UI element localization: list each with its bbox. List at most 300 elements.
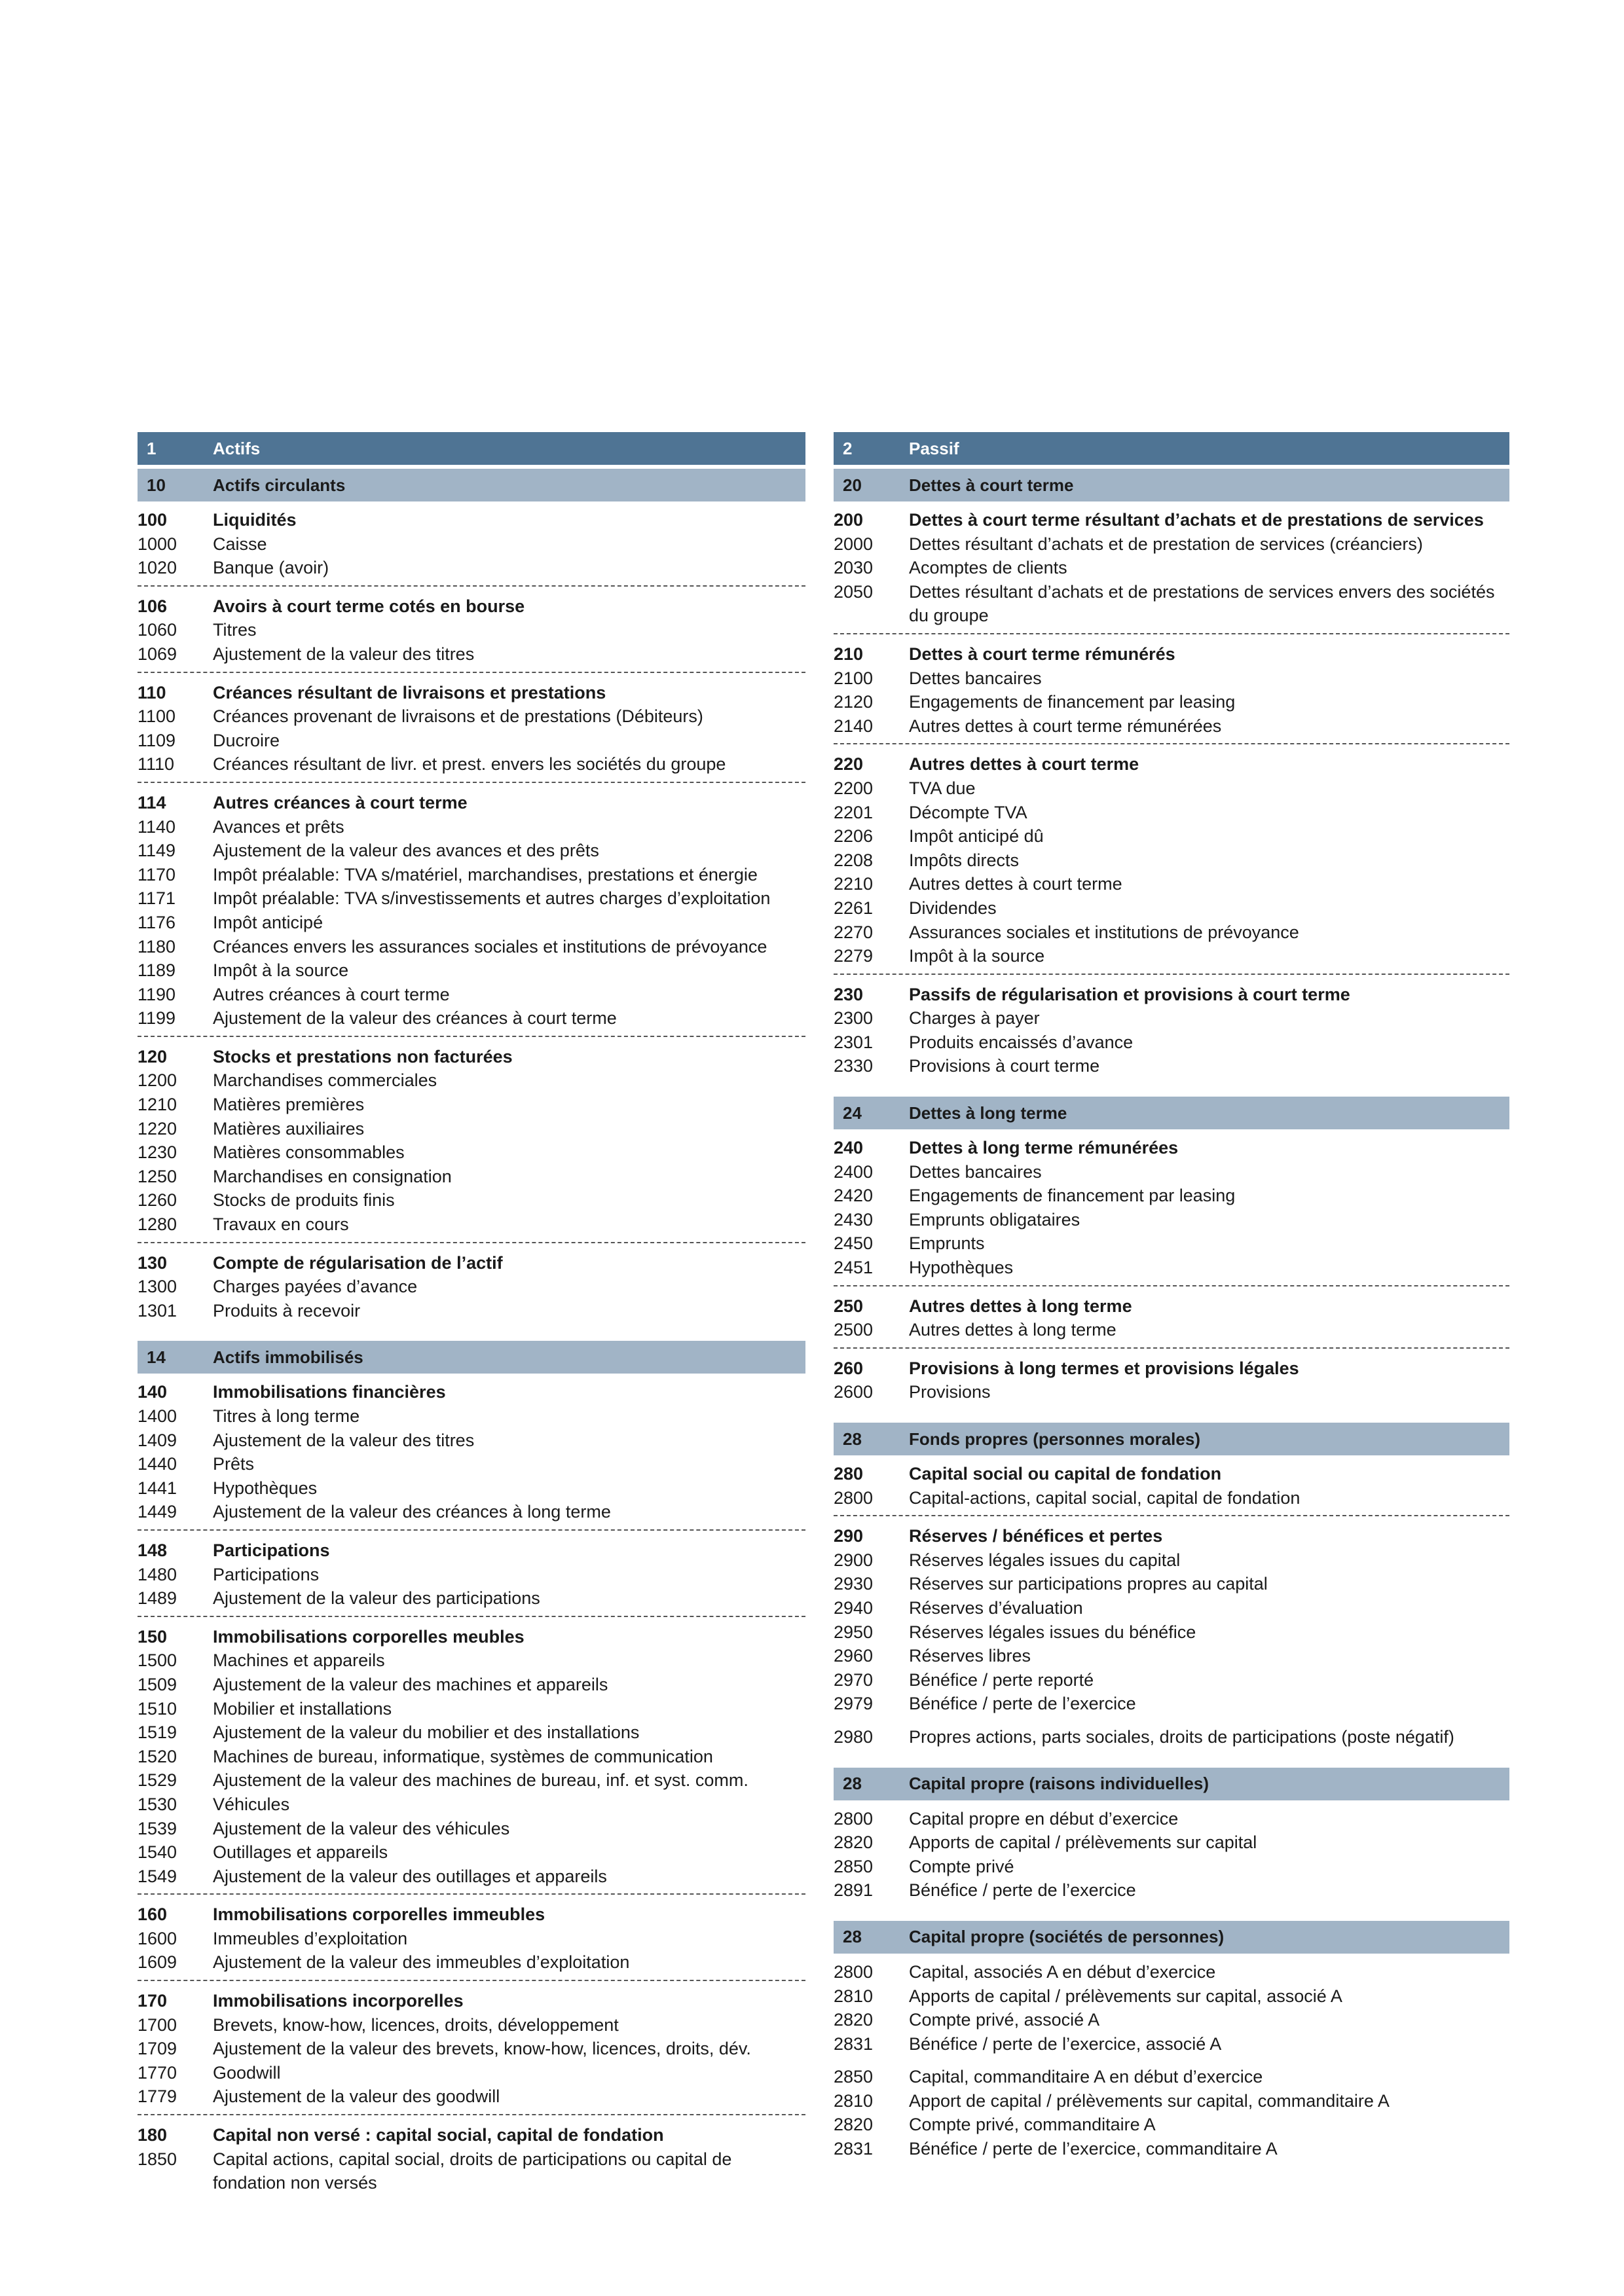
account-row	[138, 1586, 805, 1611]
account-label: Machines de bureau, informatique, systèmes de communication	[213, 1746, 713, 1766]
account-row	[834, 1160, 1509, 1184]
account-number: 2451	[834, 1258, 874, 1278]
account-number: 1509	[138, 1674, 177, 1694]
account-number: 2120	[834, 692, 874, 712]
account-label: Liquidités	[213, 510, 297, 530]
account-row	[138, 1840, 805, 1865]
account-number: 1480	[138, 1564, 177, 1584]
account-label: Prêts	[213, 1454, 255, 1474]
account-label: Créances provenant de livraisons et de prestations (Débiteurs)	[213, 706, 703, 727]
account-label: Emprunts	[909, 1233, 985, 1254]
account-row	[834, 532, 1509, 556]
account-row	[138, 1117, 805, 1141]
account-group	[834, 1294, 1509, 1349]
account-number: 240	[834, 1138, 864, 1158]
account-label: Réserves libres	[909, 1646, 1031, 1666]
account-number: 1170	[138, 864, 176, 884]
account-group-title	[138, 1045, 805, 1069]
account-label: Autres dettes à long terme	[909, 1296, 1132, 1316]
account-number: 150	[138, 1626, 168, 1647]
account-number: 1400	[138, 1406, 177, 1426]
account-row	[138, 1006, 805, 1030]
account-group-title	[834, 642, 1509, 666]
account-label: Travaux en cours	[213, 1214, 349, 1235]
account-label: Titres	[213, 620, 257, 640]
group-header	[834, 1921, 1509, 1954]
account-row	[138, 1188, 805, 1212]
account-row	[834, 1548, 1509, 1573]
account-label: Charges à payer	[909, 1008, 1040, 1029]
account-number: 1210	[138, 1095, 177, 1115]
account-label: Charges payées d’avance	[213, 1277, 418, 1297]
account-label: Capital, associés A en début d’exercice	[909, 1961, 1216, 1982]
account-number: 2600	[834, 1382, 874, 1402]
account-row	[834, 1855, 1509, 1879]
account-row	[834, 580, 1509, 628]
account-row	[138, 618, 805, 642]
account-group-title	[834, 508, 1509, 532]
account-row	[834, 556, 1509, 580]
account-label: Provisions	[909, 1382, 991, 1402]
account-label: Véhicules	[213, 1794, 290, 1814]
account-label: Impôt anticipé	[213, 912, 323, 932]
account-row	[138, 642, 805, 666]
account-row	[834, 1596, 1509, 1620]
account-number: 1709	[138, 2039, 177, 2059]
account-row	[834, 2065, 1509, 2089]
header-code: 28	[843, 1774, 862, 1794]
account-row	[834, 872, 1509, 896]
account-row	[834, 1572, 1509, 1596]
account-group-title	[834, 1357, 1509, 1381]
account-number: 2850	[834, 1856, 874, 1876]
account-row	[138, 839, 805, 863]
account-number: 1500	[138, 1650, 177, 1671]
account-group-title	[138, 1251, 805, 1275]
account-label: Goodwill	[213, 2062, 281, 2083]
account-group-title	[138, 1625, 805, 1649]
account-number: 170	[138, 1991, 168, 2011]
account-row	[138, 1165, 805, 1189]
account-label: Engagements de financement par leasing	[909, 692, 1236, 712]
account-row	[834, 1380, 1509, 1404]
account-number: 2900	[834, 1550, 874, 1570]
account-group	[834, 1462, 1509, 1516]
account-label: TVA due	[909, 778, 976, 798]
account-number: 1539	[138, 1818, 177, 1838]
account-row	[834, 1231, 1509, 1256]
account-number: 2820	[834, 2010, 874, 2030]
account-label: Ajustement de la valeur des titres	[213, 644, 475, 664]
account-row	[138, 1140, 805, 1165]
account-group-title	[834, 1136, 1509, 1160]
account-number: 2831	[834, 2033, 874, 2054]
account-group	[834, 1960, 1509, 2161]
account-group-title	[138, 681, 805, 705]
account-label: Impôt à la source	[213, 960, 349, 981]
account-row	[138, 911, 805, 935]
account-row	[138, 1500, 805, 1524]
account-row	[138, 1476, 805, 1501]
account-row	[834, 1318, 1509, 1342]
account-label: Provisions à long termes et provisions légales	[909, 1358, 1299, 1378]
account-label: Matières premières	[213, 1095, 365, 1115]
account-row	[138, 1093, 805, 1117]
account-number: 1000	[138, 534, 177, 554]
account-number: 1190	[138, 984, 176, 1004]
account-label: Ajustement de la valeur des créances à court terme	[213, 1008, 617, 1029]
header-label: Actifs immobilisés	[213, 1347, 363, 1367]
account-number: 2140	[834, 716, 874, 736]
account-label: Immobilisations corporelles immeubles	[213, 1904, 545, 1925]
account-row	[138, 815, 805, 839]
account-number: 2891	[834, 1880, 874, 1901]
account-row	[834, 2008, 1509, 2032]
header-label: Dettes à long terme	[909, 1102, 1067, 1123]
account-row	[138, 1817, 805, 1841]
account-row	[138, 863, 805, 887]
account-number: 2301	[834, 1032, 874, 1052]
account-number: 130	[138, 1252, 168, 1273]
account-label: Dettes à court terme rémunérés	[909, 644, 1175, 664]
account-group	[138, 1380, 805, 1531]
account-label: Capital-actions, capital social, capital de fondation	[909, 1487, 1301, 1508]
account-label: Ducroire	[213, 730, 280, 750]
account-number: 1409	[138, 1430, 177, 1450]
account-label: Passifs de régularisation et provisions à court terme	[909, 984, 1350, 1004]
account-row	[834, 1256, 1509, 1280]
account-label: Autres dettes à court terme	[909, 874, 1122, 894]
account-label: Ajustement de la valeur des avances et des prêts	[213, 841, 599, 861]
account-label: Autres créances à court terme	[213, 792, 468, 812]
account-number: 2050	[834, 581, 874, 602]
account-row	[834, 1030, 1509, 1055]
account-row	[834, 1668, 1509, 1692]
account-row	[138, 1950, 805, 1975]
account-row	[138, 1404, 805, 1429]
account-label: Immobilisations incorporelles	[213, 1991, 464, 2011]
header-code: 10	[147, 475, 166, 495]
account-row	[834, 848, 1509, 873]
account-number: 2810	[834, 2090, 874, 2111]
account-number: 2430	[834, 1209, 874, 1230]
account-row	[138, 1068, 805, 1093]
account-label: Réserves légales issues du bénéfice	[909, 1622, 1196, 1642]
account-row	[138, 1563, 805, 1587]
account-number: 180	[138, 2125, 168, 2145]
account-label: Ajustement de la valeur des titres	[213, 1430, 475, 1450]
account-group-title	[138, 791, 805, 815]
account-row	[834, 2113, 1509, 2137]
account-label: Stocks et prestations non facturées	[213, 1046, 513, 1066]
account-row	[834, 714, 1509, 738]
account-number: 2820	[834, 1832, 874, 1853]
account-number: 1770	[138, 2062, 177, 2083]
account-group-title	[138, 1903, 805, 1927]
account-group	[138, 791, 805, 1037]
account-number: 120	[138, 1046, 168, 1066]
account-number: 2420	[834, 1186, 874, 1206]
account-number: 200	[834, 510, 864, 530]
account-label: Dettes à court terme résultant d’achats et de prestations de services	[909, 510, 1484, 530]
account-number: 100	[138, 510, 168, 530]
account-group	[138, 1903, 805, 1981]
account-row	[834, 1620, 1509, 1645]
account-label: Outillages et appareils	[213, 1842, 388, 1863]
account-label: Propres actions, parts sociales, droits de participations (poste négatif)	[909, 1726, 1454, 1747]
account-group	[834, 1807, 1509, 1903]
account-row	[138, 1673, 805, 1697]
account-number: 2300	[834, 1008, 874, 1029]
account-label: Réserves sur participations propres au capital	[909, 1574, 1268, 1594]
account-row	[138, 2061, 805, 2085]
account-row	[138, 2013, 805, 2037]
group-header	[138, 469, 805, 501]
account-label: Matières auxiliaires	[213, 1118, 365, 1139]
account-label: Ajustement de la valeur des créances à long terme	[213, 1502, 611, 1522]
account-group	[138, 2123, 805, 2195]
account-number: 2800	[834, 1961, 874, 1982]
account-group	[138, 681, 805, 783]
account-group	[834, 508, 1509, 634]
account-number: 1489	[138, 1588, 177, 1609]
account-label: Dettes résultant d’achats et de prestations de services envers des sociétés du groupe	[909, 581, 1495, 626]
account-row	[138, 532, 805, 556]
account-label: Ajustement de la valeur du mobilier et des installations	[213, 1722, 640, 1743]
account-number: 1230	[138, 1142, 177, 1163]
account-label: Participations	[213, 1540, 330, 1560]
account-label: Impôt préalable: TVA s/investissements et autres charges d’exploitation	[213, 888, 771, 909]
account-number: 140	[138, 1382, 168, 1402]
account-number: 2960	[834, 1646, 874, 1666]
account-number: 1441	[138, 1478, 177, 1498]
account-row	[138, 1721, 805, 1745]
account-number: 1600	[138, 1928, 177, 1948]
account-label: Ajustement de la valeur des véhicules	[213, 1818, 510, 1838]
account-number: 114	[138, 792, 166, 812]
account-label: Mobilier et installations	[213, 1698, 392, 1719]
account-number: 1149	[138, 841, 176, 861]
account-group-title	[138, 508, 805, 532]
account-label: Créances envers les assurances sociales et institutions de prévoyance	[213, 936, 767, 957]
account-number: 1609	[138, 1952, 177, 1973]
account-number: 210	[834, 644, 864, 664]
account-row	[138, 1793, 805, 1817]
account-number: 1510	[138, 1698, 177, 1719]
account-row	[138, 1768, 805, 1793]
account-number: 1540	[138, 1842, 177, 1863]
account-group	[138, 1989, 805, 2115]
account-label: Impôts directs	[909, 850, 1020, 870]
account-label: Dettes à long terme rémunérées	[909, 1138, 1179, 1158]
account-number: 2800	[834, 1808, 874, 1829]
account-row	[834, 1878, 1509, 1903]
account-number: 2206	[834, 826, 874, 847]
account-label: Assurances sociales et institutions de prévoyance	[909, 922, 1299, 942]
account-number: 2270	[834, 922, 874, 942]
account-number: 2210	[834, 874, 874, 894]
account-label: Impôt anticipé dû	[909, 826, 1044, 847]
account-label: Dettes bancaires	[909, 668, 1042, 688]
account-label: Avances et prêts	[213, 816, 344, 837]
account-label: Banque (avoir)	[213, 558, 329, 578]
group-header	[834, 469, 1509, 501]
account-label: Compte privé, commanditaire A	[909, 2115, 1156, 2135]
account-number: 2950	[834, 1622, 874, 1642]
account-row	[138, 1745, 805, 1769]
account-group	[138, 1625, 805, 1895]
account-row	[834, 2089, 1509, 2113]
account-row	[138, 983, 805, 1007]
account-group	[834, 752, 1509, 974]
account-label: Provisions à court terme	[909, 1056, 1100, 1076]
account-number: 1171	[138, 888, 176, 909]
account-number: 2850	[834, 2067, 874, 2087]
account-number: 1300	[138, 1277, 177, 1297]
account-group-title	[138, 594, 805, 619]
account-number: 290	[834, 1526, 864, 1546]
group-header	[834, 1423, 1509, 1455]
header-label: Dettes à court terme	[909, 475, 1074, 495]
header-code: 14	[147, 1347, 166, 1367]
account-row	[138, 556, 805, 580]
account-row	[138, 1212, 805, 1237]
account-label: Immeubles d’exploitation	[213, 1928, 408, 1948]
account-number: 1220	[138, 1118, 177, 1139]
account-label: Décompte TVA	[909, 802, 1027, 822]
account-label: Compte privé	[909, 1856, 1014, 1876]
account-number: 1176	[138, 912, 176, 932]
account-row	[834, 801, 1509, 825]
account-group	[834, 642, 1509, 744]
account-row	[834, 1006, 1509, 1030]
account-label: Impôt préalable: TVA s/matériel, marchandises, prestations et énergie	[213, 864, 758, 884]
header-code: 28	[843, 1429, 862, 1449]
account-label: Titres à long terme	[213, 1406, 360, 1426]
account-label: Réserves légales issues du capital	[909, 1550, 1181, 1570]
account-label: Compte privé, associé A	[909, 2010, 1100, 2030]
header-label: Actifs circulants	[213, 475, 346, 495]
account-label: Dettes bancaires	[909, 1161, 1042, 1182]
account-label: Produits à recevoir	[213, 1300, 361, 1321]
account-label: Apports de capital / prélèvements sur capital	[909, 1832, 1257, 1853]
account-group	[138, 508, 805, 587]
account-label: Autres dettes à court terme rémunérées	[909, 716, 1222, 736]
account-label: Stocks de produits finis	[213, 1190, 395, 1211]
header-code: 28	[843, 1927, 862, 1947]
account-number: 1850	[138, 2149, 177, 2169]
account-number: 2979	[834, 1694, 874, 1714]
account-number: 220	[834, 754, 864, 774]
account-label: Produits encaissés d’avance	[909, 1032, 1134, 1052]
account-number: 2980	[834, 1726, 874, 1747]
header-code: 2	[843, 438, 853, 458]
account-number: 2970	[834, 1669, 874, 1690]
account-label: Bénéfice / perte de l’exercice	[909, 1694, 1136, 1714]
account-label: Bénéfice / perte reporté	[909, 1669, 1094, 1690]
account-row	[834, 1644, 1509, 1668]
account-row	[138, 1649, 805, 1673]
account-group-title	[138, 1380, 805, 1404]
account-number: 1260	[138, 1190, 177, 1211]
header-label: Passif	[909, 438, 959, 458]
account-number: 1109	[138, 730, 176, 750]
account-label: Impôt à la source	[909, 946, 1045, 966]
account-label: Créances résultant de livraisons et prestations	[213, 682, 606, 702]
account-group-title	[138, 1989, 805, 2013]
account-label: Capital non versé : capital social, capital de fondation	[213, 2125, 664, 2145]
account-number: 1519	[138, 1722, 177, 1743]
account-label: Capital social ou capital de fondation	[909, 1464, 1222, 1484]
account-number: 1020	[138, 558, 177, 578]
account-label: Acomptes de clients	[909, 558, 1067, 578]
account-number: 2450	[834, 1233, 874, 1254]
account-row	[138, 1275, 805, 1299]
account-row	[834, 1692, 1509, 1716]
account-row	[138, 1697, 805, 1721]
account-row	[834, 1725, 1509, 1749]
header-code: 24	[843, 1102, 862, 1123]
account-label: Capital actions, capital social, droits de participations ou capital de fondation non versés	[213, 2149, 732, 2193]
account-label: Réserves / bénéfices et pertes	[909, 1526, 1163, 1546]
account-label: Caisse	[213, 534, 267, 554]
account-group	[834, 1136, 1509, 1286]
account-label: Avoirs à court terme cotés en bourse	[213, 596, 525, 616]
account-number: 1440	[138, 1454, 177, 1474]
account-label: Participations	[213, 1564, 320, 1584]
account-row	[834, 1486, 1509, 1510]
account-number: 1779	[138, 2086, 177, 2107]
account-label: Autres dettes à court terme	[909, 754, 1139, 774]
account-row	[138, 752, 805, 776]
liabilities-column	[834, 432, 1509, 2161]
account-label: Créances résultant de livr. et prest. envers les sociétés du groupe	[213, 754, 726, 774]
account-label: Ajustement de la valeur des brevets, know-how, licences, droits, dév.	[213, 2039, 751, 2059]
account-group	[834, 983, 1509, 1078]
account-number: 2100	[834, 668, 874, 688]
account-label: Engagements de financement par leasing	[909, 1186, 1236, 1206]
account-number: 2208	[834, 850, 874, 870]
account-number: 1100	[138, 706, 176, 727]
account-group	[834, 1357, 1509, 1404]
account-label: Compte de régularisation de l’actif	[213, 1252, 503, 1273]
account-number: 1700	[138, 2014, 177, 2035]
account-number: 260	[834, 1358, 864, 1378]
group-header	[834, 1097, 1509, 1129]
account-number: 2000	[834, 534, 874, 554]
account-number: 2400	[834, 1161, 874, 1182]
account-number: 2820	[834, 2115, 874, 2135]
account-label: Immobilisations corporelles meubles	[213, 1626, 525, 1647]
account-label: Marchandises en consignation	[213, 1166, 452, 1186]
account-label: Ajustement de la valeur des machines et appareils	[213, 1674, 608, 1694]
account-row	[138, 729, 805, 753]
account-group-title	[834, 983, 1509, 1007]
header-label: Capital propre (sociétés de personnes)	[909, 1927, 1225, 1947]
account-number: 2810	[834, 1986, 874, 2006]
account-number: 1280	[138, 1214, 177, 1235]
account-label: Apports de capital / prélèvements sur capital, associé A	[909, 1986, 1342, 2006]
account-label: Bénéfice / perte de l’exercice, associé A	[909, 2033, 1222, 2054]
account-row	[138, 1865, 805, 1889]
account-row	[138, 958, 805, 983]
account-number: 2201	[834, 802, 874, 822]
account-label: Matières consommables	[213, 1142, 405, 1163]
account-row	[138, 2085, 805, 2109]
account-group-title	[834, 1462, 1509, 1486]
account-label: Capital propre en début d’exercice	[909, 1808, 1179, 1829]
account-row	[834, 1960, 1509, 1984]
